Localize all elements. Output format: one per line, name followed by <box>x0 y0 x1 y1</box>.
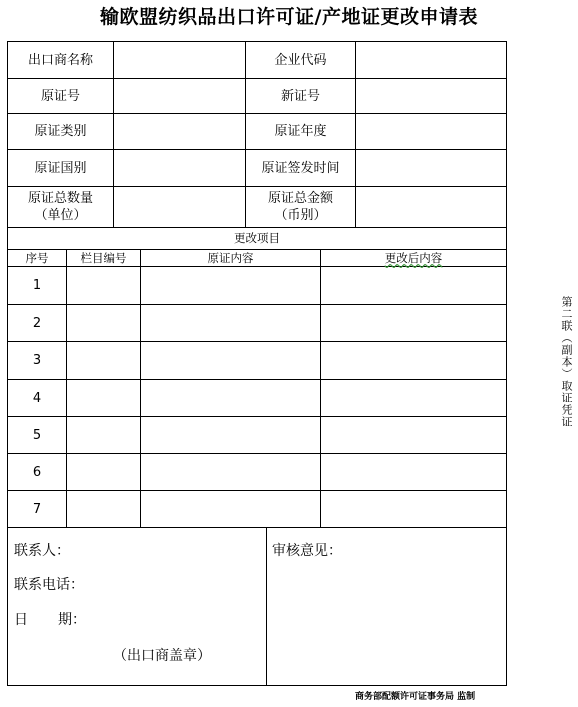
orig-issue-time-field[interactable] <box>356 150 506 186</box>
orig-total-qty-field[interactable] <box>114 187 245 227</box>
review-opinion-label: 审核意见： <box>272 543 342 559</box>
orig-total-amt-line1: 原证总金额 <box>267 191 333 206</box>
orig-issue-time-label: 原证签发时间 <box>261 160 340 176</box>
table-row-3-seq: 3 <box>32 353 42 368</box>
orig-cert-no-field[interactable] <box>114 79 245 113</box>
col-header-item-no: 栏目编号 <box>80 250 127 265</box>
orig-total-amt-field[interactable] <box>356 187 506 227</box>
col-header-modified <box>321 250 506 266</box>
changes-section-title: 更改项目 <box>234 231 280 245</box>
date-label-period: 期： <box>58 612 86 628</box>
orig-total-qty-line2: （单位） <box>34 208 87 223</box>
copy-note: 第二联（副本）取证凭证 <box>560 296 573 428</box>
table-row-4-seq: 4 <box>32 390 42 406</box>
exporter-name-field[interactable] <box>114 42 245 78</box>
table-row-2-seq: 2 <box>32 315 42 331</box>
contact-label: 联系人： <box>14 543 70 559</box>
orig-total-amt-line2: （币别） <box>274 208 327 223</box>
exporter-stamp-label: （出口商盖章） <box>113 648 211 664</box>
orig-total-amt-label <box>246 187 355 227</box>
issuer-footer: 商务部配额许可证事务局 监制 <box>355 692 476 702</box>
form-title: 输欧盟纺织品出口许可证/产地证更改申请表 <box>100 6 478 28</box>
new-cert-no-field[interactable] <box>356 79 506 113</box>
table-row-6-seq: 6 <box>32 464 42 480</box>
new-cert-no-label: 新证号 <box>280 88 320 104</box>
orig-cert-year-label: 原证年度 <box>274 124 327 139</box>
orig-cert-country-label: 原证国别 <box>34 160 87 176</box>
date-label <box>14 609 86 629</box>
col-header-seq: 序号 <box>25 250 49 265</box>
col-header-modified-text: 更改后内容 <box>384 250 443 265</box>
col-header-original: 原证内容 <box>207 250 254 265</box>
table-row-7-seq: 7 <box>32 501 42 517</box>
orig-cert-country-field[interactable] <box>114 150 245 186</box>
company-code-label: 企业代码 <box>274 52 327 68</box>
orig-cert-type-label: 原证类别 <box>34 124 87 139</box>
exporter-name-label: 出口商名称 <box>27 52 93 68</box>
table-row-5-seq: 5 <box>32 427 42 443</box>
orig-cert-no-label: 原证号 <box>40 88 80 104</box>
orig-cert-year-field[interactable] <box>356 114 506 149</box>
date-label-day: 日 <box>14 612 28 628</box>
orig-total-qty-label <box>8 187 113 227</box>
company-code-field[interactable] <box>356 42 506 78</box>
phone-label: 联系电话： <box>14 577 84 593</box>
table-row-1-seq: 1 <box>32 278 42 293</box>
orig-total-qty-line1: 原证总数量 <box>27 191 93 206</box>
orig-cert-type-field[interactable] <box>114 114 245 149</box>
